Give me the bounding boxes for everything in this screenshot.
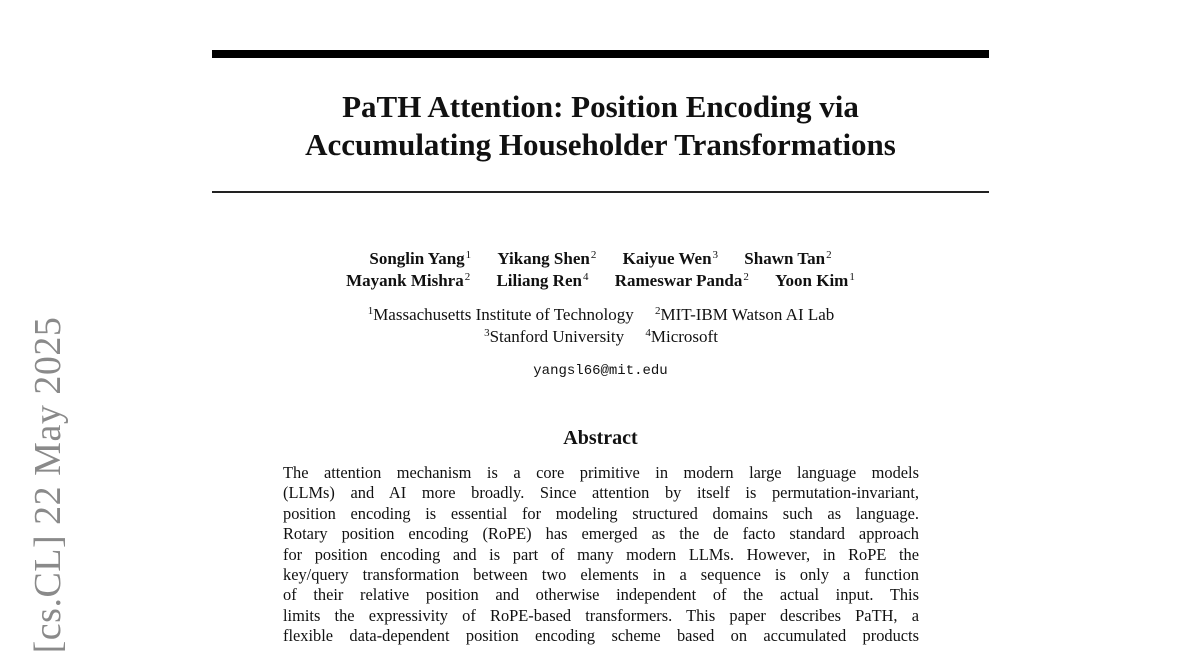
author <box>623 248 718 270</box>
abstract-line: Rotary position encoding (RoPE) has emerged as the de facto standard approach <box>283 524 919 544</box>
affiliation-name: Massachusetts Institute of Technology <box>373 305 634 324</box>
author-affiliation-mark: 1 <box>465 249 472 261</box>
author <box>744 248 831 270</box>
author-name: Liliang Ren <box>496 271 582 290</box>
author <box>496 270 588 292</box>
affiliation <box>483 326 624 348</box>
abstract-body <box>283 463 919 647</box>
author-affiliation-mark: 2 <box>464 271 471 283</box>
author-name: Mayank Mishra <box>346 271 464 290</box>
abstract-line: flexible data-dependent position encoding scheme based on accumulated products <box>283 626 919 646</box>
affiliation-name: MIT-IBM Watson AI Lab <box>660 305 835 324</box>
affiliation <box>654 304 834 326</box>
abstract-line: position encoding is essential for modeling structured domains such as language. <box>283 503 919 523</box>
author-affiliation-mark: 2 <box>743 271 749 283</box>
abstract-line: for position encoding and is part of many modern LLMs. However, in RoPE the <box>283 544 919 564</box>
affiliation-name: Stanford University <box>489 327 625 346</box>
arxiv-stamp-text: [cs.CL] 22 May 2025 <box>27 316 69 653</box>
title-line: PaTH Attention: Position Encoding via <box>342 89 859 124</box>
contact-email[interactable]: yangsl66@mit.edu <box>533 363 668 379</box>
author <box>346 270 470 292</box>
author-affiliation-mark: 2 <box>590 249 597 261</box>
author-name: Kaiyue Wen <box>622 249 712 268</box>
author-name: Yoon Kim <box>775 271 849 290</box>
affiliation-mark: 2 <box>654 305 661 317</box>
title-bottom-rule <box>212 191 989 193</box>
author-line <box>212 248 989 270</box>
author-affiliation-mark: 2 <box>826 249 832 261</box>
affiliation-name: Microsoft <box>650 327 718 346</box>
author <box>615 270 749 292</box>
affiliation-mark: 3 <box>484 327 490 339</box>
author-line <box>212 270 989 292</box>
author <box>497 248 596 270</box>
abstract-line: of their relative position and otherwise independent of the actual input. This <box>283 585 919 605</box>
affiliation-list <box>212 304 989 348</box>
affiliation <box>644 326 718 348</box>
abstract-heading: Abstract <box>563 427 638 449</box>
abstract-line: The attention mechanism is a core primitive in modern large language models <box>283 463 919 482</box>
affiliation-line <box>212 326 989 348</box>
author-name: Songlin Yang <box>369 249 465 268</box>
abstract-line: key/query transformation between two elements in a sequence is only a function <box>283 565 919 585</box>
paper-title <box>212 88 989 164</box>
author-name: Shawn Tan <box>744 249 826 268</box>
author-affiliation-mark: 3 <box>712 249 719 261</box>
author-affiliation-mark: 1 <box>849 271 855 283</box>
title-top-rule <box>212 50 989 58</box>
abstract-line: (LLMs) and AI more broadly. Since attention by itself is permutation-invariant, <box>283 483 919 503</box>
affiliation-mark: 1 <box>367 305 374 317</box>
author <box>369 248 471 270</box>
author-name: Yikang Shen <box>497 249 590 268</box>
abstract-line: limits the expressivity of RoPE-based transformers. This paper describes PaTH, a <box>283 605 919 625</box>
affiliation-mark: 4 <box>645 327 651 339</box>
author <box>775 270 855 292</box>
author-affiliation-mark: 4 <box>582 271 589 283</box>
affiliation-line <box>212 304 989 326</box>
affiliation <box>367 304 634 326</box>
author-list <box>212 248 989 292</box>
title-line: Accumulating Householder Transformations <box>305 127 896 162</box>
author-name: Rameswar Panda <box>614 271 743 290</box>
